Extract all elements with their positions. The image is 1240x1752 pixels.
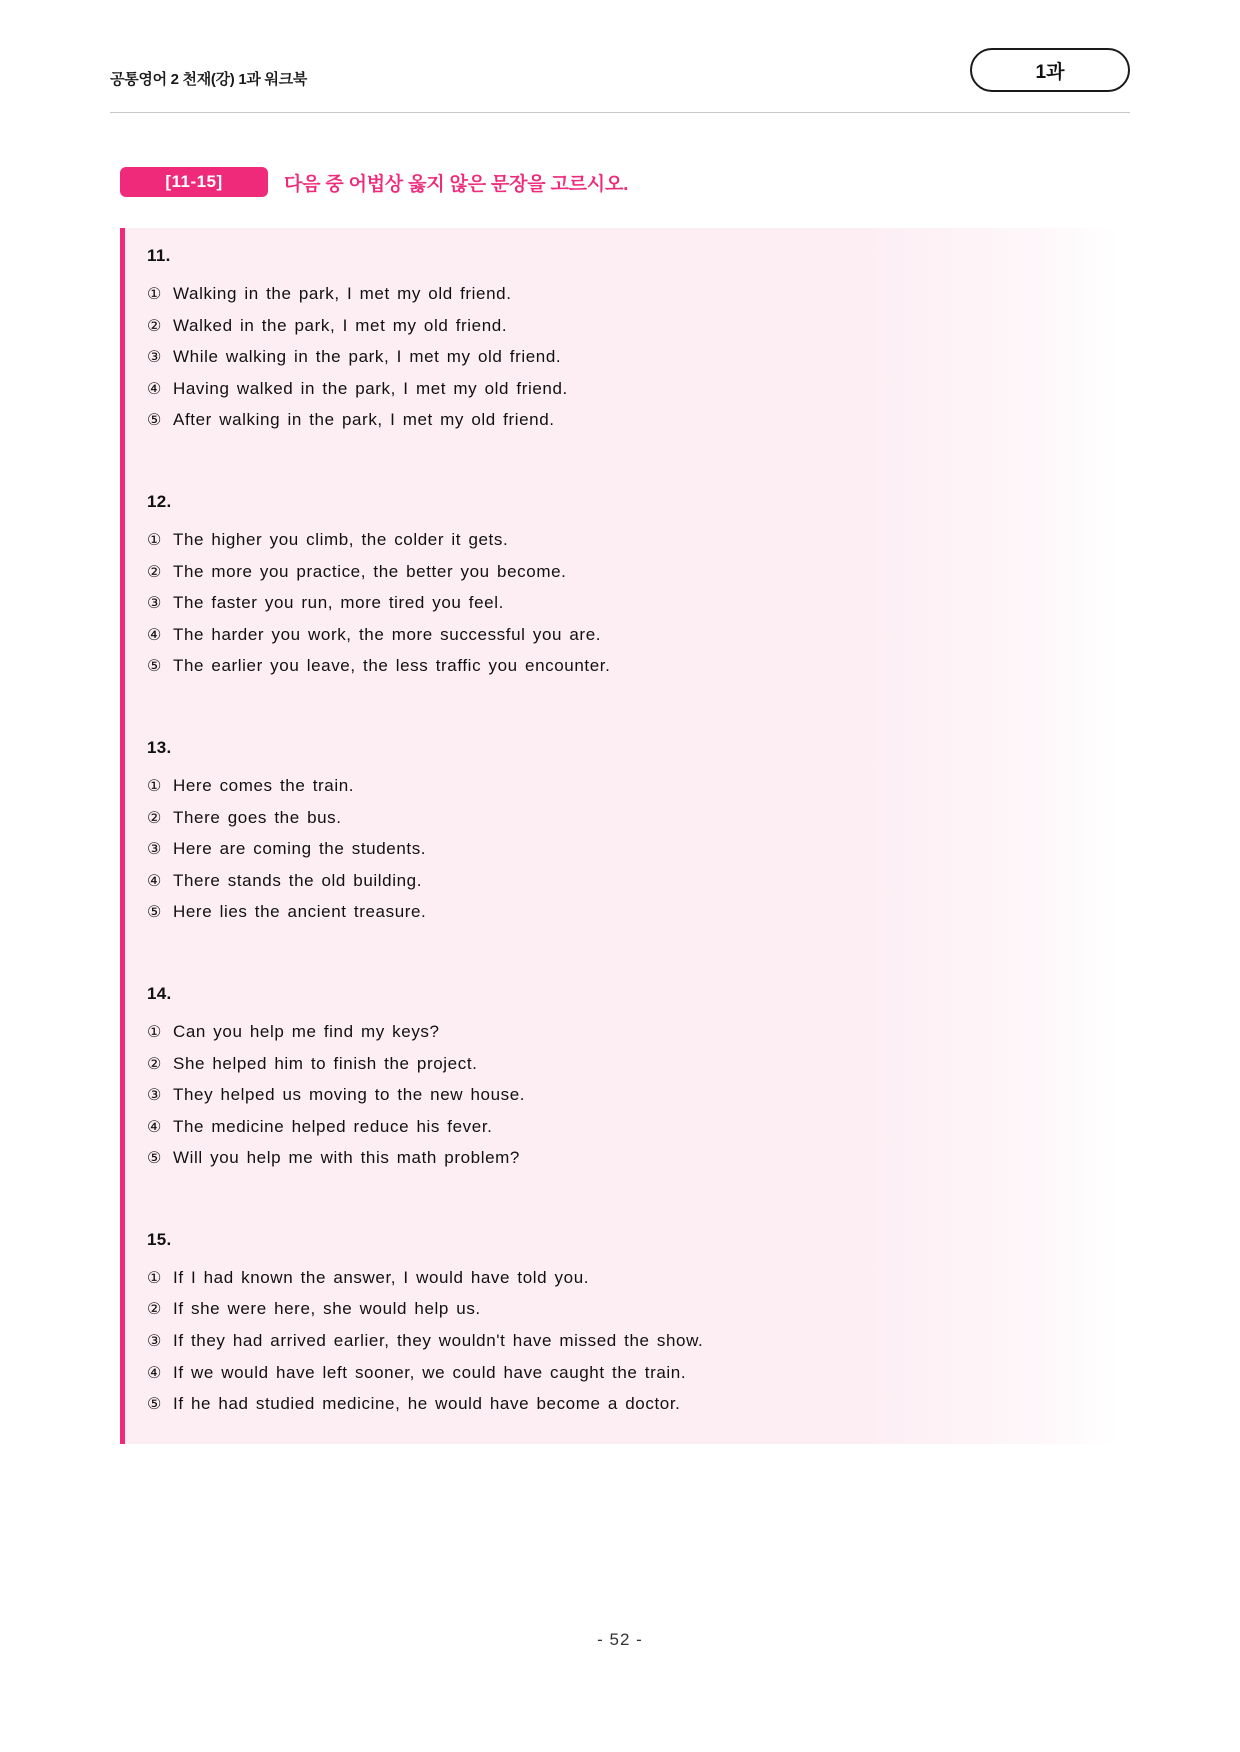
- workbook-title: 공통영어 2 천재(강) 1과 워크북: [110, 71, 308, 88]
- choice-marker: ②: [147, 563, 162, 581]
- choice-marker: ①: [147, 531, 162, 549]
- question-number: 13.: [147, 737, 172, 757]
- choice-marker: ③: [147, 1087, 162, 1105]
- direction-instruction: 다음 중 어법상 옳지 않은 문장을 고르시오.: [284, 173, 629, 195]
- choice-marker: ④: [147, 626, 162, 644]
- answer-choice[interactable]: [147, 619, 1120, 651]
- question-number: 14.: [147, 983, 172, 1003]
- choice-text: If I had known the answer, I would have told you.: [173, 1267, 590, 1287]
- answer-choice[interactable]: [147, 556, 1120, 588]
- choice-text: While walking in the park, I met my old friend.: [173, 347, 562, 367]
- answer-choice[interactable]: [147, 1079, 1120, 1111]
- choice-marker: ①: [147, 1023, 162, 1041]
- question-block: [120, 228, 1120, 1444]
- choice-text: There stands the old building.: [173, 870, 423, 890]
- choice-text: There goes the bus.: [173, 807, 342, 827]
- choice-marker: ⑤: [147, 658, 162, 676]
- answer-choice[interactable]: [147, 310, 1120, 342]
- answer-choice[interactable]: [147, 865, 1120, 897]
- choice-marker: ⑤: [147, 904, 162, 922]
- choice-text: Can you help me find my keys?: [173, 1021, 440, 1041]
- answer-choice[interactable]: [147, 896, 1120, 928]
- choice-text: Having walked in the park, I met my old friend.: [173, 378, 568, 398]
- question-item: [125, 492, 1120, 682]
- question-item: [125, 246, 1120, 436]
- choice-marker: ②: [147, 809, 162, 827]
- choice-text: She helped him to finish the project.: [173, 1053, 478, 1073]
- answer-choice[interactable]: [147, 1357, 1120, 1389]
- question-item: [125, 1230, 1120, 1420]
- choice-marker: ②: [147, 1055, 162, 1073]
- question-item: [125, 984, 1120, 1174]
- choice-marker: ①: [147, 286, 162, 303]
- choice-marker: ④: [147, 1118, 162, 1136]
- choice-text: If they had arrived earlier, they wouldn't have missed the show.: [173, 1331, 704, 1351]
- choice-text: Here comes the train.: [173, 775, 355, 795]
- choice-marker: ①: [147, 1269, 162, 1287]
- choice-marker: ②: [147, 1301, 162, 1319]
- choice-text: The earlier you leave, the less traffic you encounter.: [173, 656, 611, 676]
- answer-choice[interactable]: [147, 1388, 1120, 1420]
- answer-choice[interactable]: [147, 1016, 1120, 1048]
- choice-text: Walked in the park, I met my old friend.: [173, 315, 508, 335]
- direction-row: [120, 166, 1120, 198]
- choice-text: If we would have left sooner, we could have caught the train.: [173, 1362, 687, 1382]
- choice-text: If he had studied medicine, he would have become a doctor.: [173, 1394, 681, 1414]
- question-range-chip: [11-15]: [120, 167, 268, 197]
- choice-marker: ④: [147, 380, 162, 398]
- answer-choice[interactable]: [147, 341, 1120, 373]
- choice-text: The medicine helped reduce his fever.: [173, 1116, 493, 1136]
- choice-marker: ③: [147, 595, 162, 613]
- answer-choice[interactable]: [147, 833, 1120, 865]
- choice-text: Here are coming the students.: [173, 839, 427, 859]
- choice-text: The more you practice, the better you become.: [173, 561, 567, 581]
- page-footer: - 52 -: [597, 1630, 643, 1649]
- answer-choice[interactable]: [147, 587, 1120, 619]
- page-header: [110, 48, 1130, 110]
- choice-marker: ④: [147, 872, 162, 890]
- answer-choice[interactable]: [147, 373, 1120, 405]
- choice-marker: ⑤: [147, 412, 162, 430]
- answer-choice[interactable]: [147, 802, 1120, 834]
- lesson-badge: 1과: [970, 48, 1130, 92]
- answer-choice[interactable]: [147, 770, 1120, 802]
- answer-choice[interactable]: [147, 524, 1120, 556]
- answer-choice[interactable]: [147, 404, 1120, 436]
- choice-text: The faster you run, more tired you feel.: [173, 593, 504, 613]
- answer-choice[interactable]: [147, 1325, 1120, 1357]
- choice-text: Walking in the park, I met my old friend.: [173, 284, 512, 303]
- choice-text: They helped us moving to the new house.: [173, 1085, 526, 1105]
- choice-text: If she were here, she would help us.: [173, 1299, 481, 1319]
- answer-choice[interactable]: [147, 1142, 1120, 1174]
- question-number: 15.: [147, 1229, 172, 1249]
- choice-marker: ①: [147, 777, 162, 795]
- choice-text: Here lies the ancient treasure.: [173, 902, 427, 922]
- choice-text: Will you help me with this math problem?: [173, 1148, 520, 1168]
- choice-text: The higher you climb, the colder it gets.: [173, 529, 509, 549]
- choice-marker: ③: [147, 349, 162, 367]
- question-item: [125, 738, 1120, 928]
- choice-marker: ②: [147, 317, 162, 335]
- answer-choice[interactable]: [147, 278, 1120, 310]
- answer-choice[interactable]: [147, 1111, 1120, 1143]
- choice-marker: ③: [147, 1333, 162, 1351]
- question-number: 11.: [147, 246, 171, 265]
- question-number: 12.: [147, 491, 172, 511]
- choice-text: The harder you work, the more successful you are.: [173, 624, 602, 644]
- choice-marker: ⑤: [147, 1150, 162, 1168]
- answer-choice[interactable]: [147, 1262, 1120, 1294]
- answer-choice[interactable]: [147, 650, 1120, 682]
- choice-marker: ④: [147, 1364, 162, 1382]
- choice-text: After walking in the park, I met my old friend.: [173, 410, 555, 430]
- choice-marker: ⑤: [147, 1396, 162, 1414]
- answer-choice[interactable]: [147, 1048, 1120, 1080]
- answer-choice[interactable]: [147, 1293, 1120, 1325]
- choice-marker: ③: [147, 841, 162, 859]
- header-divider: [110, 112, 1130, 113]
